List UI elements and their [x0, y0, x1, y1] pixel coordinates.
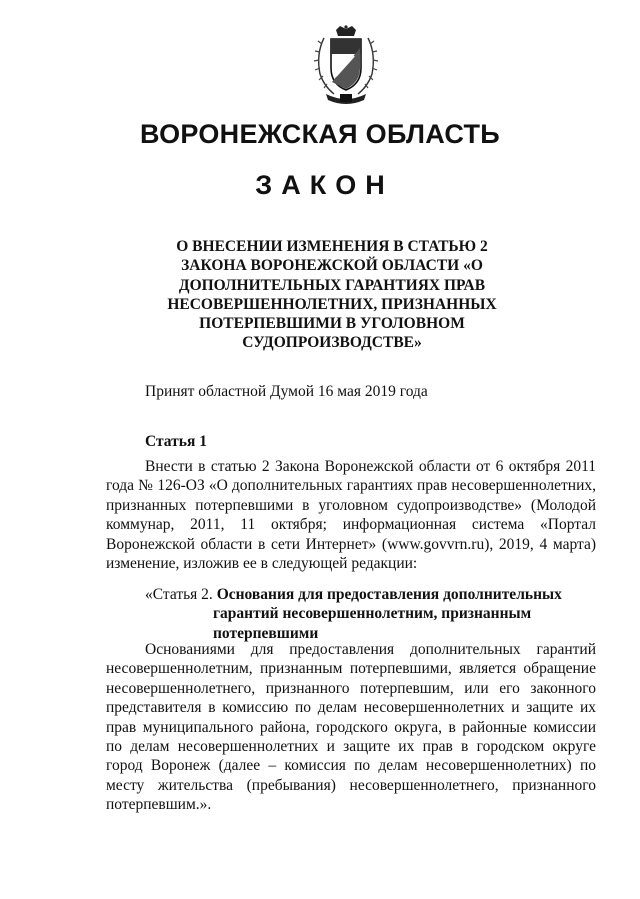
article-2-title-line1: Основания для предоставления дополнительных	[216, 586, 562, 603]
article-1-text: Внести в статью 2 Закона Воронежской области от 6 октября 2011 года № 126-ОЗ «О дополнительных гарантиях прав несовершеннолетних, признанных потерпевшими в уголовном судопроизводстве» (Молодой коммунар, 2011, 11 октября; информационная система «Портал Воронежской области в сети Интернет» (www.govvrn.ru), 2019, 4 марта) изменение, изложив ее в следующей редакции:	[106, 458, 596, 573]
article-2-title-line2: гарантий несовершеннолетним, признанным	[213, 605, 532, 623]
article-2-title-line3: потерпевшими	[213, 624, 319, 642]
article-2-heading	[145, 585, 575, 643]
article-1-heading: Статья 1	[145, 433, 207, 450]
adoption-date: Принят областной Думой 16 мая 2019 года	[145, 383, 428, 400]
document-type: ЗАКОН	[255, 170, 394, 200]
coat-of-arms-icon	[304, 24, 388, 108]
article-2-text: Основаниями для предоставления дополнительных гарантий несовершеннолетним, признанным потерпевшими, является обращение несовершеннолетнего, признанного потерпевшим, или его законного представителя в комиссию по делам несовершеннолетних и защите их прав муниципального района, городского округа, в районные комиссии по делам несовершеннолетних и защите их прав в городском округе город Воронеж (далее – комиссия по делам несовершеннолетних) по месту жительства (пребывания) несовершеннолетнего, признанного потерпевшим.».	[106, 641, 596, 814]
article-2-number: «Статья 2.	[145, 586, 213, 603]
law-title: О ВНЕСЕНИИ ИЗМЕНЕНИЯ В СТАТЬЮ 2 ЗАКОНА ВОРОНЕЖСКОЙ ОБЛАСТИ «О ДОПОЛНИТЕЛЬНЫХ ГАРАНТИЯХ ПРАВ НЕСОВЕРШЕННОЛЕТНИХ, ПРИЗНАННЫХ ПОТЕРПЕВШИМИ В УГОЛОВНОМ СУДОПРОИЗВОДСТВЕ»	[167, 238, 497, 352]
region-title: ВОРОНЕЖСКАЯ ОБЛАСТЬ	[139, 119, 501, 149]
